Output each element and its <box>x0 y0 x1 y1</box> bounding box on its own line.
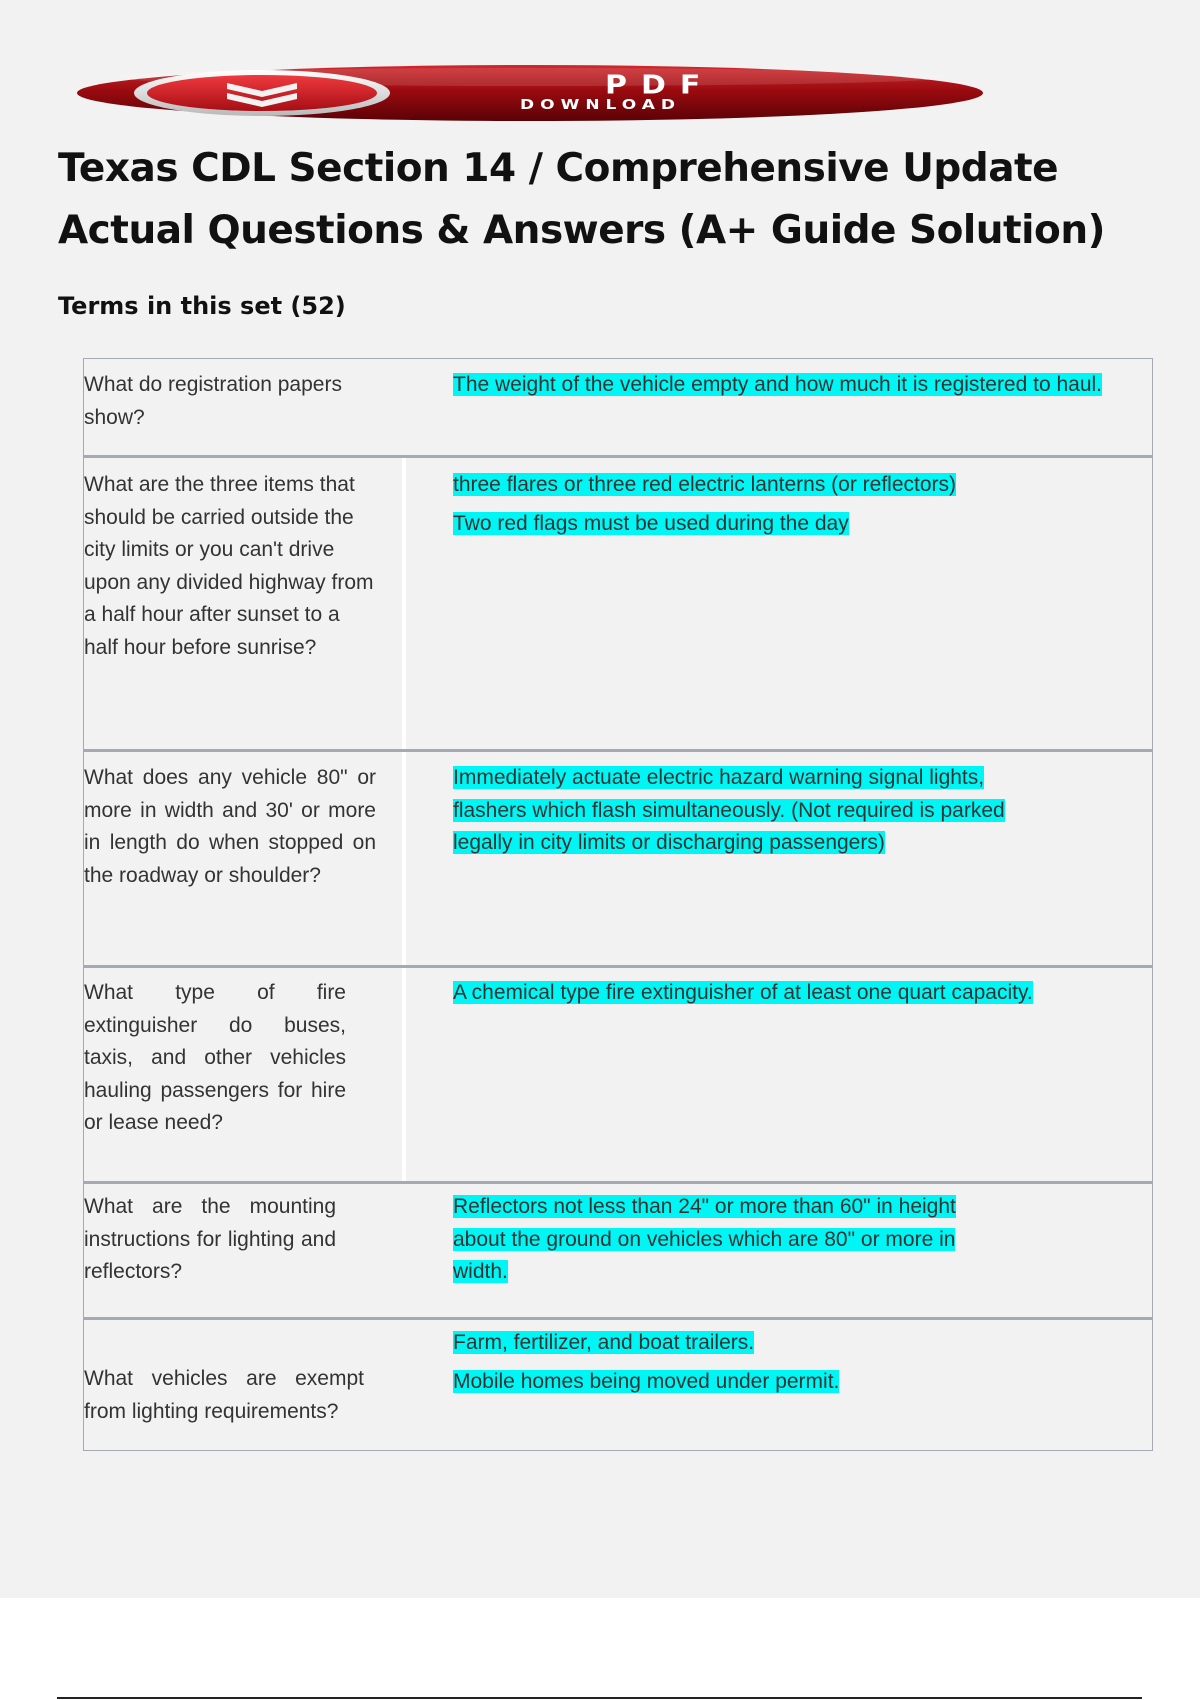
column-divider <box>402 455 406 749</box>
card-answer <box>453 1327 1113 1398</box>
flashcard-table <box>83 358 1153 1451</box>
card-answer <box>453 469 1113 540</box>
card-question: What does any vehicle 80" or more in width and 30' or more in length do when stopped on the roadway or shoulder? <box>84 766 376 887</box>
logo-download-text: DOWNLOAD <box>520 97 682 113</box>
card-question: What vehicles are exempt from lighting requirements? <box>84 1367 364 1423</box>
terms-count-heading: Terms in this set (52) <box>58 292 346 320</box>
answer-text: three flares or three red electric lanterns (or reflectors) <box>453 473 957 496</box>
title-line-2: Actual Questions & Answers (A+ Guide Solution) <box>58 208 1105 253</box>
card-question: What are the three items that should be carried outside the city limits or you can't drive upon any divided highway from a half hour after sunset to a half hour before sunrise? <box>84 473 374 659</box>
title-line-1: Texas CDL Section 14 / Comprehensive Update <box>58 146 1059 191</box>
row-divider <box>84 1181 1152 1184</box>
card-question: What do registration papers show? <box>84 373 342 429</box>
column-divider <box>402 749 406 965</box>
footer-rule <box>57 1697 1142 1699</box>
card-answer <box>453 369 1113 402</box>
row-divider <box>84 1317 1152 1320</box>
answer-text: Immediately actuate electric hazard warning signal lights, flashers which flash simultaneously. (Not required is parked legally in city limits or discharging passengers) <box>453 766 1005 854</box>
row-divider <box>84 455 1152 458</box>
row-divider <box>84 749 1152 752</box>
answer-text: A chemical type fire extinguisher of at least one quart capacity. <box>453 981 1033 1004</box>
logo-pdf-text: PDF <box>605 70 715 101</box>
card-answer <box>453 762 1063 860</box>
answer-text: The weight of the vehicle empty and how much it is registered to haul. <box>453 373 1103 396</box>
answer-text: Two red flags must be used during the day <box>453 511 849 535</box>
answer-text: Mobile homes being moved under permit. <box>453 1369 840 1393</box>
answer-text: Reflectors not less than 24" or more than 60" in height about the ground on vehicles which are 80" or more in width. <box>453 1195 956 1283</box>
card-answer <box>453 977 1113 1010</box>
card-answer <box>453 1191 1013 1289</box>
answer-text: Farm, fertilizer, and boat trailers. <box>453 1331 755 1354</box>
card-question: What are the mounting instructions for lighting and reflectors? <box>84 1195 336 1283</box>
row-divider <box>84 965 1152 968</box>
pdf-download-logo[interactable] <box>75 63 985 123</box>
column-divider <box>402 965 406 1181</box>
page-title <box>58 138 1158 262</box>
card-question: What type of fire extinguisher do buses, taxis, and other vehicles hauling passengers for hire or lease need? <box>84 981 346 1134</box>
